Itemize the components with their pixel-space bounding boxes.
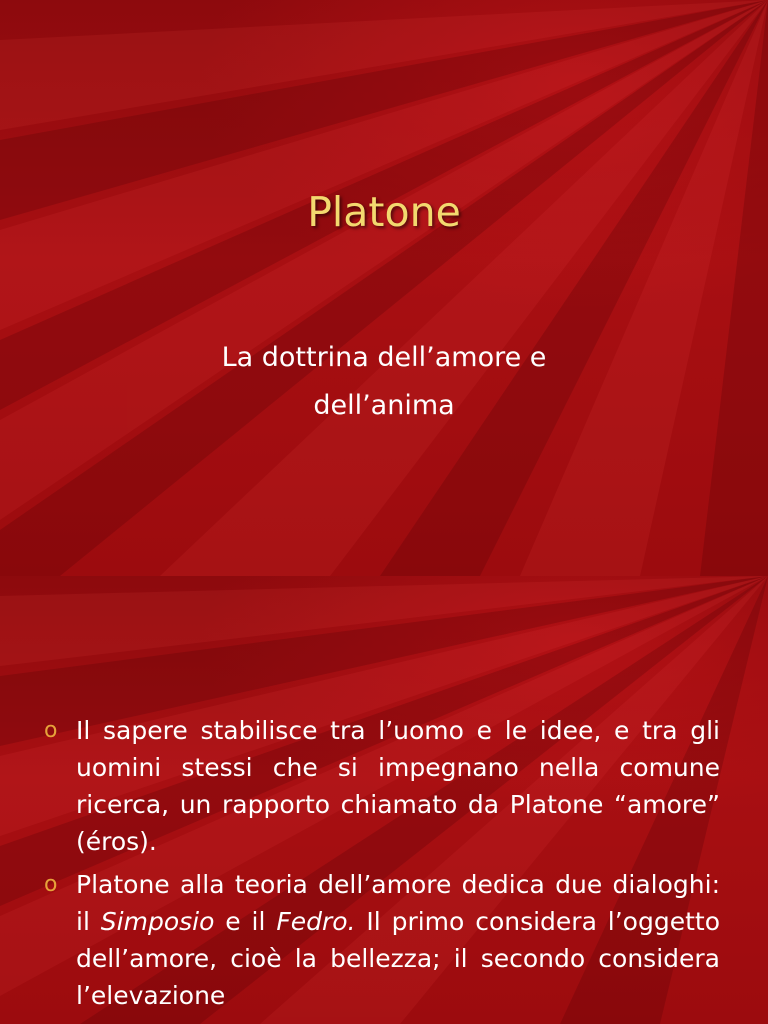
bullet-text-part: e il — [214, 907, 277, 936]
subtitle-line-2: dell’anima — [313, 390, 455, 421]
work-title-simposio: Simposio — [100, 907, 215, 936]
bullet-text-part: Platone alla teoria dell’amore dedica due dialoghi: il — [76, 870, 720, 936]
slide-content — [0, 576, 768, 1024]
subtitle-line-1: La dottrina dell’amore e — [221, 342, 547, 373]
bullet-text: Il sapere stabilisce tra l’uomo e le idee, e tra gli uomini stessi che si impegnano nella comune ricerca, un rapporto chiamato da Platone “amore” (éros). — [76, 716, 720, 856]
slide-subtitle — [0, 334, 768, 430]
slide-title-text: Platone — [307, 188, 461, 236]
bullet-item-1 — [42, 712, 720, 860]
bullet-text-part: Il primo considera l’oggetto dell’amore, cioè la bellezza; il secondo considera l’elevazione — [76, 907, 720, 1010]
bullet-marker: o — [44, 872, 58, 897]
bullet-text — [76, 870, 720, 1010]
work-title-fedro: Fedro. — [276, 907, 356, 936]
bullet-list — [42, 712, 720, 1020]
bullet-item-2 — [42, 866, 720, 1014]
bullet-marker: o — [44, 718, 58, 743]
